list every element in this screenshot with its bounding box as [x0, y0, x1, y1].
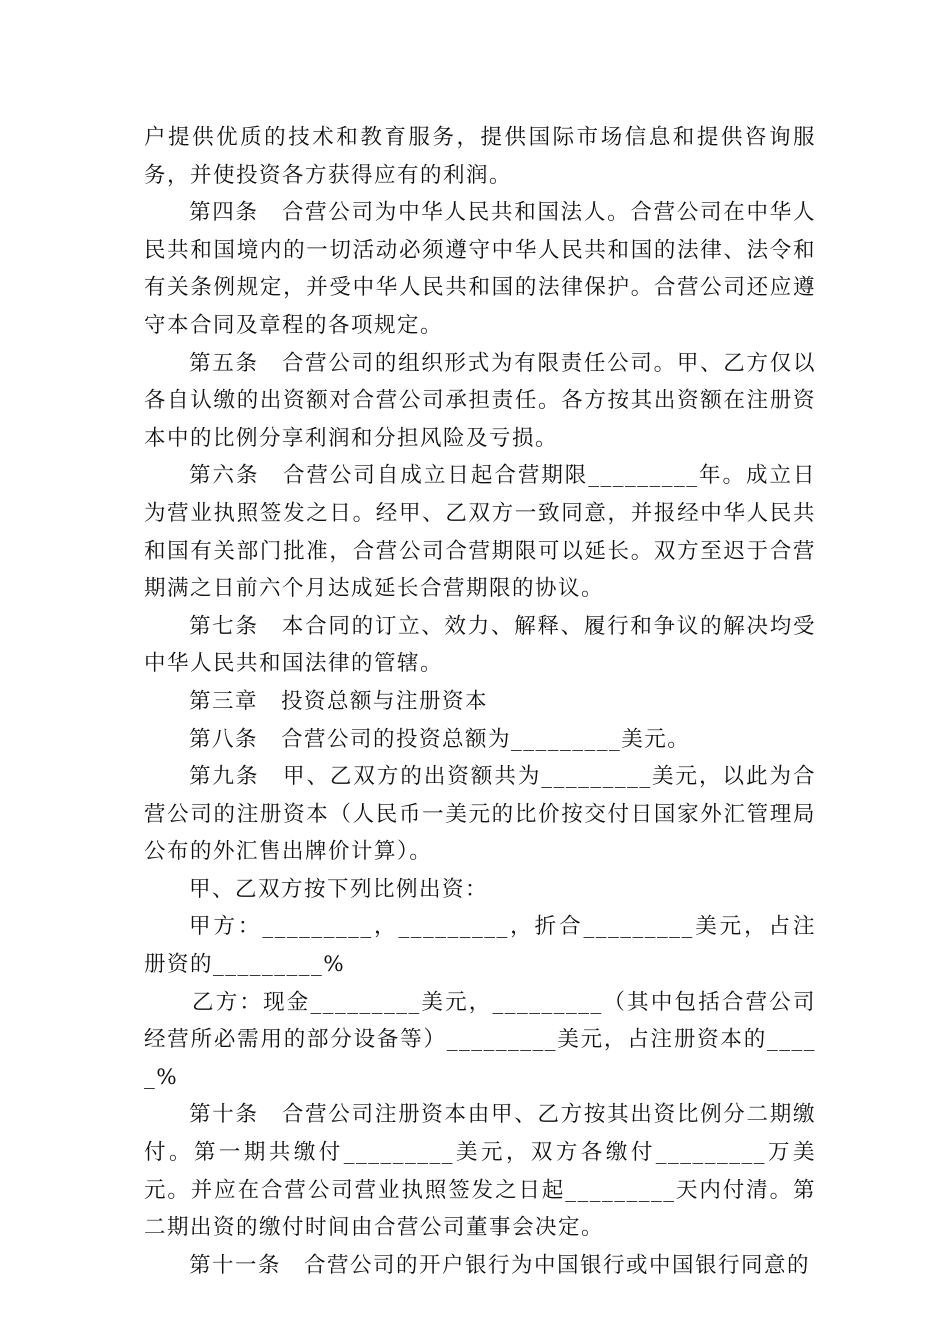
party-b-contribution: 乙方：现金_________美元，_________（其中包括合营公司经营所必需用的部分设备等）_________美元，占注册资本的_____% [144, 989, 816, 1090]
paragraph-intro: 户提供优质的技术和教育服务，提供国际市场信息和提供咨询服务，并使投资各方获得应有的利润。 [144, 125, 816, 188]
article-4: 第四条 合营公司为中华人民共和国法人。合营公司在中华人民共和国境内的一切活动必须遵守中华人民共和国的法律、法令和有关条例规定，并受中华人民共和国的法律保护。合营公司还应遵守本合同及章程的各项规定。 [144, 200, 816, 338]
article-10: 第十条 合营公司注册资本由甲、乙方按其出资比例分二期缴付。第一期共缴付_________美元，双方各缴付_________万美元。并应在合营公司营业执照签发之日起_________天内付清。第二期出资的缴付时间由合营公司董事会决定。 [144, 1102, 816, 1241]
contribution-intro: 甲、乙双方按下列比例出资： [189, 876, 489, 902]
article-9: 第九条 甲、乙双方的出资额共为_________美元，以此为合营公司的注册资本（人民币一美元的比价按交付日国家外汇管理局公布的外汇售出牌价计算）。 [144, 764, 816, 865]
article-8: 第八条 合营公司的投资总额为_________美元。 [189, 726, 691, 752]
article-11: 第十一条 合营公司的开户银行为中国银行或中国银行同意的 [189, 1252, 811, 1278]
document-page [144, 119, 816, 1284]
chapter-3-heading: 第三章 投资总额与注册资本 [189, 688, 489, 714]
article-7: 第七条 本合同的订立、效力、解释、履行和争议的解决均受中华人民共和国法律的管辖。 [144, 613, 816, 677]
article-6: 第六条 合营公司自成立日起合营期限_________年。成立日为营业执照签发之日。经甲、乙双方一致同意，并报经中华人民共和国有关部门批准，合营公司合营期限可以延长。双方至迟于合营期满之日前六个月达成延长合营期限的协议。 [144, 463, 816, 602]
party-a-contribution: 甲方：_________，_________，折合_________美元，占注册资的_________% [144, 914, 816, 978]
article-5: 第五条 合营公司的组织形式为有限责任公司。甲、乙方仅以各自认缴的出资额对合营公司承担责任。各方按其出资额在注册资本中的比例分享利润和分担风险及亏损。 [144, 350, 816, 451]
